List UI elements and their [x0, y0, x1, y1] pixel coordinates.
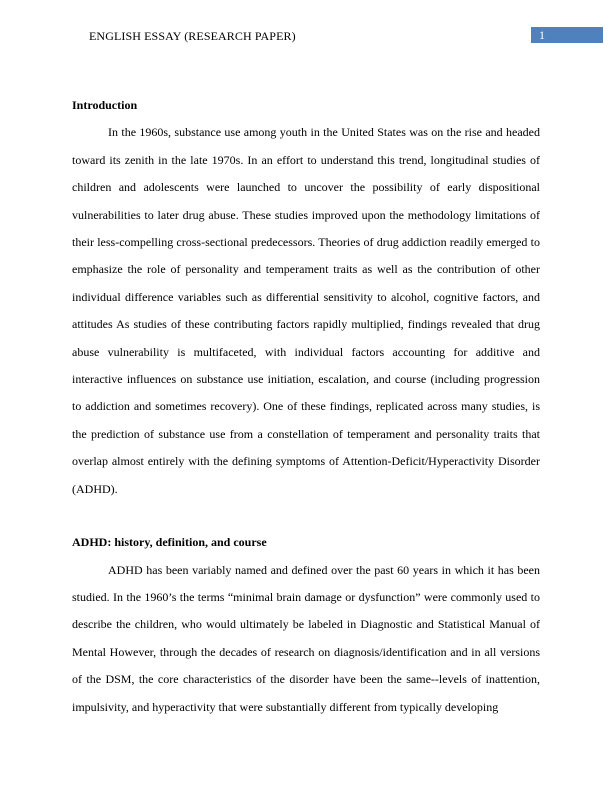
page-number: 1 [539, 28, 545, 42]
section-paragraph: In the 1960s, substance use among youth in the United States was on the rise and headed toward its zenith in the late 1970s. In an effort to understand this trend, longitudinal studies of children and adolescents were launched to uncover the possibility of early dispositional vulnerabilities to later drug abuse. These studies improved upon the methodology limitations of their less-compelling cross-sectional predecessors. Theories of drug addiction readily emerged to emphasize the role of personality and temperament traits as well as the contribution of other individual difference variables such as differential sensitivity to alcohol, cognitive factors, and attitudes As studies of these contributing factors rapidly multiplied, findings revealed that drug abuse vulnerability is multifaceted, with individual factors accounting for additive and interactive influences on substance use initiation, escalation, and course (including progression to addiction and sometimes recovery). One of these findings, replicated across many studies, is the prediction of substance use from a constellation of temperament and personality traits that overlap almost entirely with the defining symptoms of Attention-Deficit/Hyperactivity Disorder (ADHD). [72, 125, 540, 496]
page-header [0, 0, 612, 60]
section-introduction [72, 92, 540, 503]
section-spacer [72, 503, 540, 529]
page-number-box [531, 27, 603, 43]
running-head-title: ENGLISH ESSAY (RESEARCH PAPER) [89, 29, 296, 43]
section-paragraph: ADHD has been variably named and defined over the past 60 years in which it has been studied. In the 1960’s the terms “minimal brain damage or dysfunction” were commonly used to describe the children, who would ultimately be labeled in Diagnostic and Statistical Manual of Mental However, through the decades of research on diagnosis/identification and in all versions of the DSM, the core characteristics of the disorder have been the same--levels of inattention, impulsivity, and hyperactivity that were substantially different from typically developing [72, 562, 540, 714]
section-heading: Introduction [72, 98, 138, 112]
document-body [72, 92, 540, 721]
section-heading: ADHD: history, definition, and course [72, 535, 267, 550]
section-adhd-history [72, 529, 540, 721]
